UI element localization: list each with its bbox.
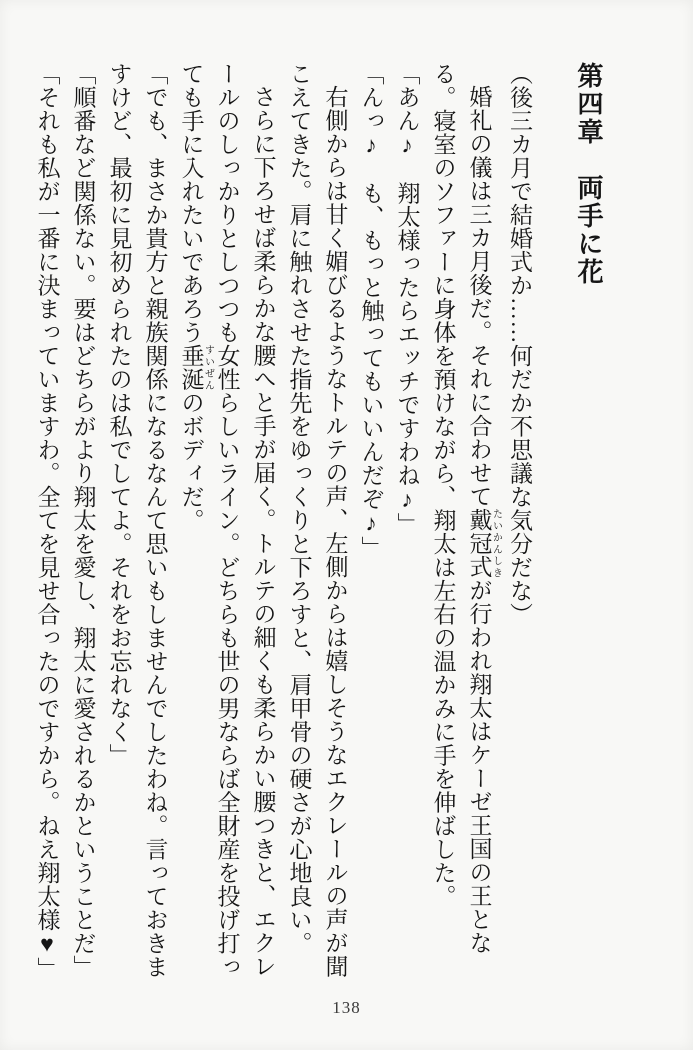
- paragraph: 「んっ♪ も、もっと触ってもいいんだぞ♪」: [358, 62, 384, 560]
- paragraph: 「でも、まさか貴方と親族関係になるなんて思いもしませんでしたわね。言っておきますけど、最初に見初められたのは私でしてよ。それをお忘れなく」: [106, 62, 168, 979]
- page-number: 138: [332, 998, 361, 1017]
- paragraph: 「順番など関係ない。要はどちらがより翔太を愛し、翔太に愛されるかということだ」: [70, 62, 96, 979]
- paragraph: （後三カ月で結婚式か……何だか不思議な気分だな）: [507, 62, 532, 626]
- paragraph: 右側からは甘く媚びるようなトルテの声、左側からは嬉しそうなエクレールの声が聞こえてきた。肩に触れさせた指先をゆっくりと下ろすと、肩甲骨の硬さが心地良い。: [286, 62, 348, 978]
- vertical-text-block: [29, 62, 610, 994]
- chapter-title: 第四章 両手に花: [574, 62, 603, 286]
- ruby-annotated-word: 戴冠式 たいかんしき: [466, 508, 502, 579]
- paragraph: 「あん♪ 翔太様ったらエッチですわね♪」: [394, 62, 420, 536]
- ruby-annotated-word: 垂涎 すいぜん: [178, 344, 214, 391]
- paragraph: さらに下ろせば柔らかな腰へと手が届く。トルテの細くも柔らかい腰つきと、エクレールのしっかりとしつつも女性らしいライン。どちらも世の男ならば全財産を投げ打っても手に入れたいであろう垂涎 すいぜんのボディだ。: [178, 62, 276, 979]
- paragraph: 婚礼の儀は三カ月後だ。それに合わせて戴冠式 たいかんしきが行われ翔太はケーゼ王国の王となる。寝室のソファーに身体を預けながら、翔太は左右の温かみに手を伸ばした。: [430, 62, 502, 955]
- paragraph: 「それも私が一番に決まっていますわ。全てを見せ合ったのですから。ねえ翔太様♥」: [34, 62, 60, 981]
